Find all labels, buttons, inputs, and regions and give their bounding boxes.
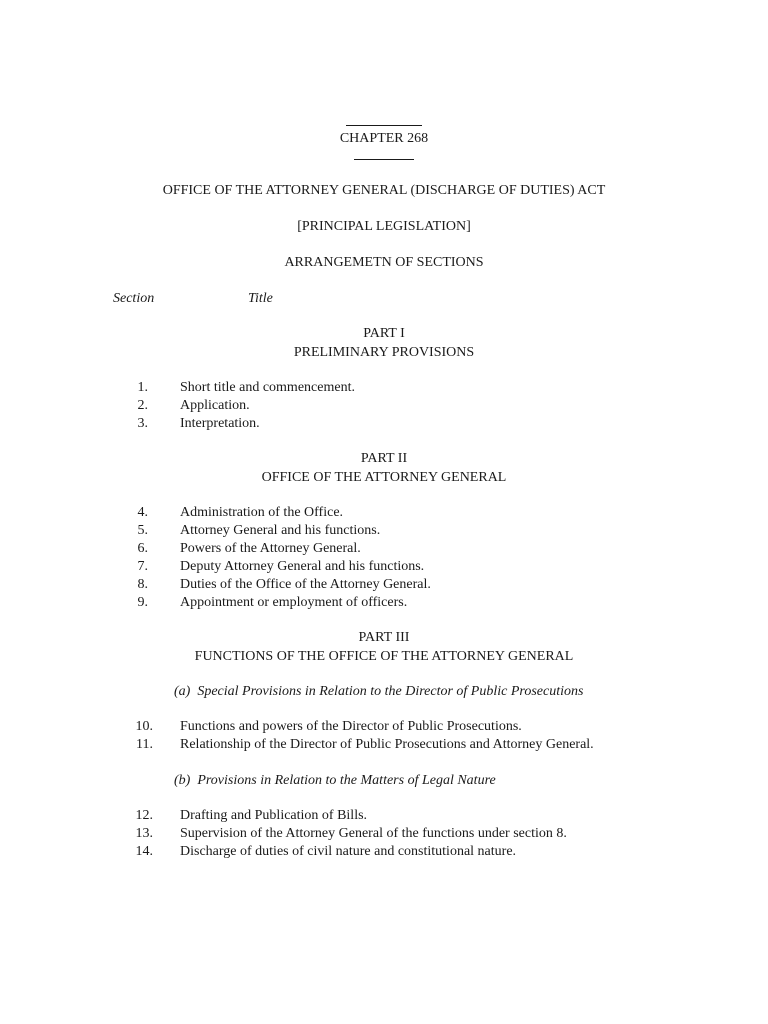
section-number: 13. [135,826,153,841]
section-title: Powers of the Attorney General. [180,541,361,556]
section-number: 6. [137,541,148,556]
part-heading: OFFICE OF THE ATTORNEY GENERAL [261,470,507,485]
subsection-heading: (a) Special Provisions in Relation to the Director of Public Prosecutions [174,684,584,699]
section-number: 11. [136,737,153,752]
section-title: Application. [180,398,250,413]
section-title: Administration of the Office. [180,505,344,520]
list-item [0,843,768,861]
part-label: PART III [358,630,410,645]
section-title: Appointment or employment of officers. [180,595,408,610]
act-title: OFFICE OF THE ATTORNEY GENERAL (DISCHARGE OF DUTIES) ACT [162,183,606,198]
section-number: 10. [135,719,153,734]
section-number: 12. [135,808,153,823]
part-heading: FUNCTIONS OF THE OFFICE OF THE ATTORNEY GENERAL [194,649,574,664]
section-title: Discharge of duties of civil nature and constitutional nature. [180,844,517,859]
section-number: 7. [137,559,148,574]
list-item [0,504,768,522]
section-number: 4. [137,505,148,520]
section-number: 3. [137,416,148,431]
section-title: Deputy Attorney General and his functions. [180,559,425,574]
list-item [0,594,768,612]
legislation-type: [PRINCIPAL LEGISLATION] [297,219,471,234]
list-item [0,522,768,540]
list-item [0,718,768,736]
chapter-number: CHAPTER 268 [339,131,429,146]
section-title: Duties of the Office of the Attorney General. [180,577,431,592]
title-column-heading: Title [248,291,273,306]
section-number: 2. [137,398,148,413]
section-title: Drafting and Publication of Bills. [180,808,368,823]
list-item [0,397,768,415]
list-item [0,540,768,558]
list-item [0,807,768,825]
section-title: Attorney General and his functions. [180,523,381,538]
list-item [0,736,768,754]
part-label: PART I [363,326,405,341]
subsection-heading: (b) Provisions in Relation to the Matters of Legal Nature [174,773,496,788]
arrangement-heading: ARRANGEMETN OF SECTIONS [284,255,484,270]
list-item [0,576,768,594]
list-item [0,825,768,843]
section-title: Functions and powers of the Director of Public Prosecutions. [180,719,522,734]
section-title: Supervision of the Attorney General of the functions under section 8. [180,826,567,841]
section-number: 14. [135,844,153,859]
section-column-heading: Section [113,291,155,306]
bottom-rule [354,159,414,160]
part-label: PART II [360,451,408,466]
section-number: 5. [137,523,148,538]
section-number: 9. [137,595,148,610]
section-title: Interpretation. [180,416,260,431]
section-number: 1. [137,380,148,395]
section-title: Short title and commencement. [180,380,355,395]
top-rule [346,125,422,126]
part-heading: PRELIMINARY PROVISIONS [293,345,475,360]
list-item [0,415,768,433]
list-item [0,379,768,397]
section-number: 8. [137,577,148,592]
list-item [0,558,768,576]
section-title: Relationship of the Director of Public Prosecutions and Attorney General. [180,737,594,752]
